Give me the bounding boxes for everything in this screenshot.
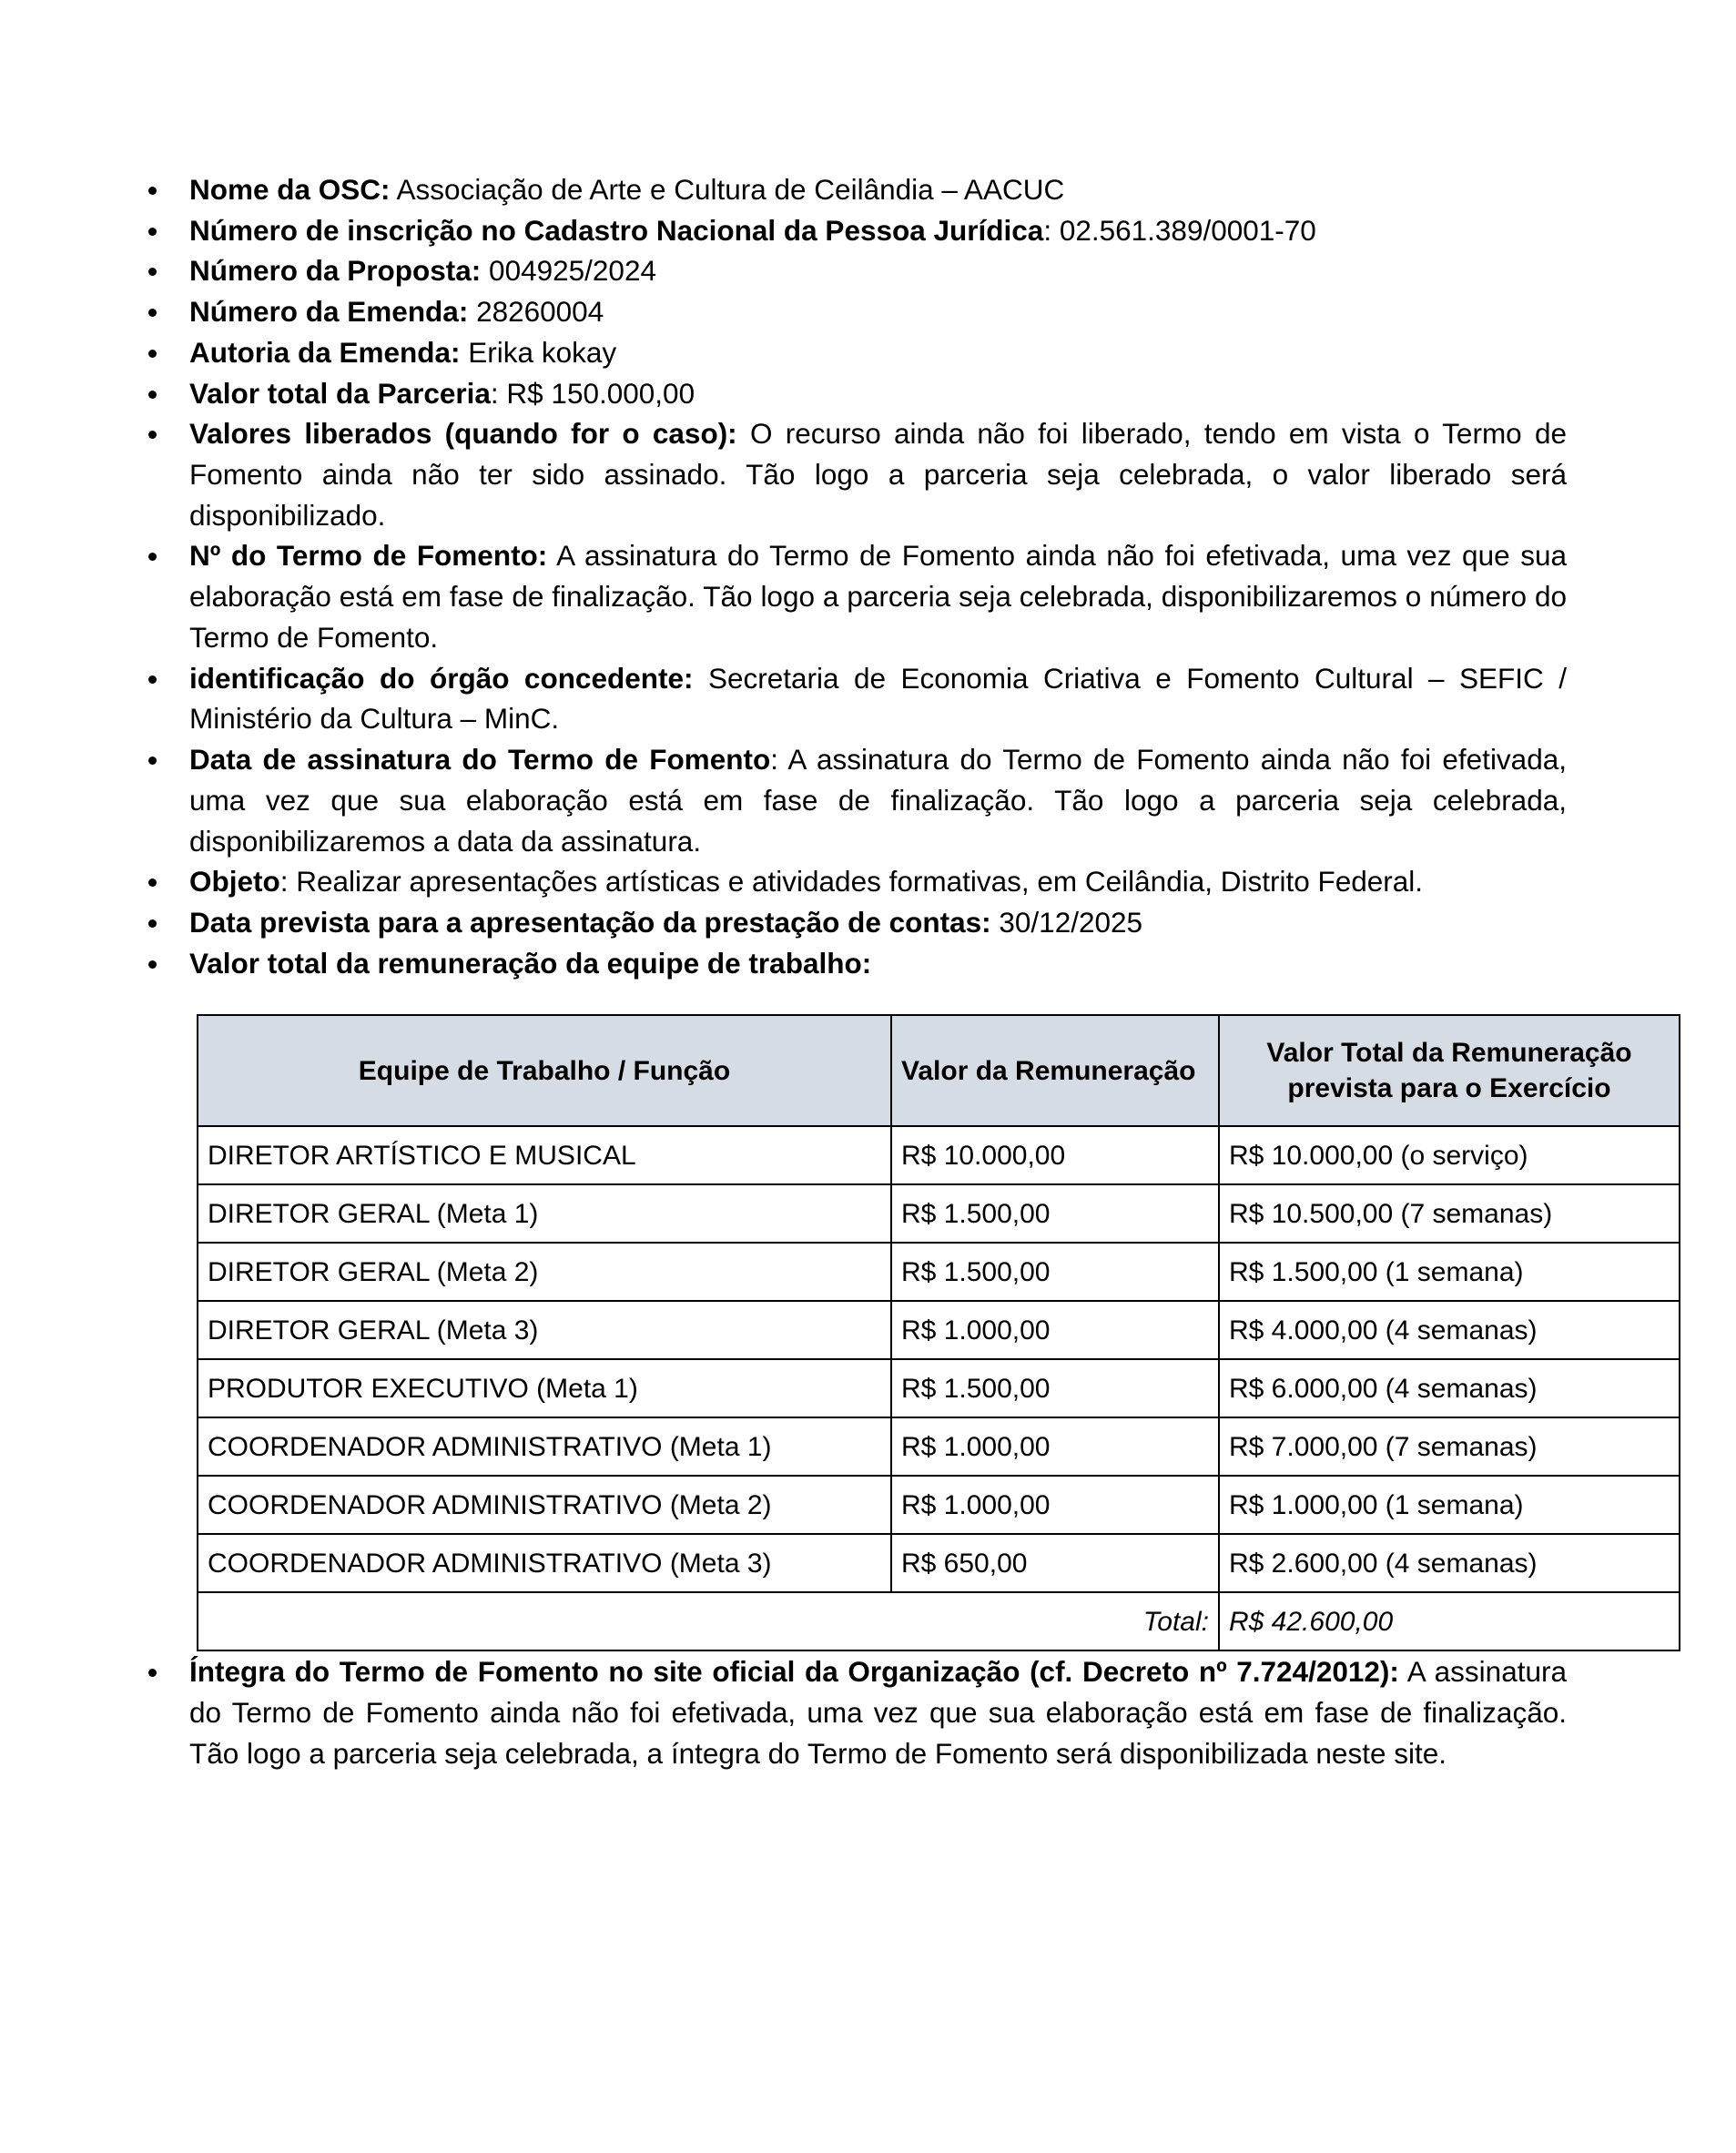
bullet-value: : 02.561.389/0001-70: [1043, 213, 1316, 247]
table-row: [198, 1476, 1680, 1534]
table-body: [198, 1126, 1680, 1650]
table-row: [198, 1359, 1680, 1417]
bullet-data-prevista-prestacao-de-contas: [137, 902, 1567, 943]
cell-valor: R$ 10.000,00: [891, 1126, 1219, 1184]
bullet-value: Associação de Arte e Cultura de Ceilândia – AACUC: [390, 173, 1065, 206]
cell-valor: R$ 1.000,00: [891, 1301, 1219, 1359]
bullet-value: 004925/2024: [481, 254, 656, 288]
cell-total: R$ 2.600,00 (4 semanas): [1219, 1534, 1680, 1592]
cell-total: R$ 7.000,00 (7 semanas): [1219, 1417, 1680, 1476]
total-value: R$ 42.600,00: [1219, 1592, 1680, 1650]
bullet-label: Data prevista para a apresentação da prestação de contas:: [189, 905, 991, 939]
bullet-value: O recurso ainda não foi liberado, tendo em vista o Termo de Fomento ainda não ter sido assinado. Tão logo a parceria seja celebrada, o valor liberado será disponibilizado.: [189, 417, 1568, 532]
bullet-value: Erika kokay: [460, 335, 617, 369]
cell-total: R$ 1.500,00 (1 semana): [1219, 1243, 1680, 1301]
cell-funcao: COORDENADOR ADMINISTRATIVO (Meta 2): [198, 1476, 891, 1534]
bullet-list-after-table: [137, 1651, 1567, 1773]
bullet-numero-termo-de-fomento: [137, 535, 1567, 657]
table-row: [198, 1534, 1680, 1592]
bullet-label: Número de inscrição no Cadastro Nacional da Pessoa Jurídica: [189, 213, 1044, 247]
bullet-value: 28260004: [468, 295, 604, 329]
cell-funcao: DIRETOR GERAL (Meta 3): [198, 1301, 891, 1359]
bullet-value: : R$ 150.000,00: [490, 376, 695, 410]
bullet-numero-da-proposta: [137, 250, 1567, 291]
bullet-label: Nº do Termo de Fomento:: [189, 539, 548, 573]
table-header-total: Valor Total da Remuneração prevista para o Exercício: [1219, 1015, 1680, 1126]
table-row: [198, 1126, 1680, 1184]
cell-funcao: PRODUTOR EXECUTIVO (Meta 1): [198, 1359, 891, 1417]
table-header-valor: Valor da Remuneração: [891, 1015, 1219, 1126]
bullet-objeto: [137, 861, 1567, 902]
bullet-list-main: [137, 169, 1567, 983]
cell-valor: R$ 1.500,00: [891, 1359, 1219, 1417]
table-header-funcao: Equipe de Trabalho / Função: [198, 1015, 891, 1126]
bullet-nome-da-osc: [137, 169, 1567, 210]
table-row: [198, 1184, 1680, 1243]
bullet-data-de-assinatura: [137, 739, 1567, 861]
bullet-value: : Realizar apresentações artísticas e atividades formativas, em Ceilândia, Distrito Federal.: [279, 865, 1424, 899]
cell-total: R$ 4.000,00 (4 semanas): [1219, 1301, 1680, 1359]
cell-valor: R$ 1.000,00: [891, 1417, 1219, 1476]
cell-funcao: DIRETOR GERAL (Meta 1): [198, 1184, 891, 1243]
bullet-value: 30/12/2025: [990, 905, 1143, 939]
remuneracao-table: [197, 1014, 1680, 1651]
bullet-integra-termo-de-fomento: [137, 1651, 1567, 1773]
bullet-label: Número da Emenda:: [189, 295, 469, 329]
table-row: [198, 1417, 1680, 1476]
bullet-label: Íntegra do Termo de Fomento no site oficial da Organização (cf. Decreto nº 7.724/2012):: [189, 1655, 1399, 1689]
bullet-value: A assinatura do Termo de Fomento ainda não foi efetivada, uma vez que sua elaboração está em fase de finalização. Tão logo a parceria seja celebrada, a íntegra do Termo de Fomento será disponibilizada neste site.: [189, 1655, 1567, 1770]
bullet-label: identificação do órgão concedente:: [189, 661, 694, 695]
bullet-label: Número da Proposta:: [189, 254, 482, 288]
bullet-cnpj: [137, 210, 1567, 251]
bullet-value: : A assinatura do Termo de Fomento ainda não foi efetivada, uma vez que sua elaboração está em fase de finalização. Tão logo a parceria seja celebrada, disponibilizaremos a data da assinatura.: [189, 743, 1567, 858]
bullet-identificacao-orgao-concedente: [137, 658, 1567, 739]
bullet-valor-total-remuneracao-equipe: [137, 943, 1567, 984]
cell-valor: R$ 1.500,00: [891, 1184, 1219, 1243]
bullet-label: Objeto: [189, 865, 280, 899]
cell-total: R$ 6.000,00 (4 semanas): [1219, 1359, 1680, 1417]
remuneracao-table-wrapper: [197, 1014, 1632, 1651]
cell-funcao: DIRETOR GERAL (Meta 2): [198, 1243, 891, 1301]
cell-funcao: DIRETOR ARTÍSTICO E MUSICAL: [198, 1126, 891, 1184]
bullet-label: Valor total da Parceria: [189, 376, 491, 410]
table-row: [198, 1243, 1680, 1301]
bullet-label: Nome da OSC:: [189, 173, 391, 206]
cell-total: R$ 10.500,00 (7 semanas): [1219, 1184, 1680, 1243]
bullet-label: Valor total da remuneração da equipe de trabalho:: [189, 946, 872, 980]
bullet-valor-total-da-parceria: [137, 373, 1567, 414]
cell-valor: R$ 1.500,00: [891, 1243, 1219, 1301]
bullet-numero-da-emenda: [137, 291, 1567, 332]
cell-funcao: COORDENADOR ADMINISTRATIVO (Meta 1): [198, 1417, 891, 1476]
table-head: [198, 1015, 1680, 1126]
cell-total: R$ 1.000,00 (1 semana): [1219, 1476, 1680, 1534]
bullet-value: A assinatura do Termo de Fomento ainda não foi efetivada, uma vez que sua elaboração está em fase de finalização. Tão logo a parceria seja celebrada, disponibilizaremos o número do Termo de Fomento.: [189, 539, 1567, 654]
cell-valor: R$ 1.000,00: [891, 1476, 1219, 1534]
cell-funcao: COORDENADOR ADMINISTRATIVO (Meta 3): [198, 1534, 891, 1592]
table-header-row: [198, 1015, 1680, 1126]
total-label: Total:: [198, 1592, 1219, 1650]
bullet-autoria-da-emenda: [137, 332, 1567, 373]
bullet-label: Valores liberados (quando for o caso):: [189, 417, 737, 451]
table-total-row: [198, 1592, 1680, 1650]
table-row: [198, 1301, 1680, 1359]
bullet-value: Secretaria de Economia Criativa e Fomento Cultural – SEFIC / Ministério da Cultura – MinC.: [189, 661, 1567, 736]
cell-total: R$ 10.000,00 (o serviço): [1219, 1126, 1680, 1184]
cell-valor: R$ 650,00: [891, 1534, 1219, 1592]
bullet-label: Data de assinatura do Termo de Fomento: [189, 743, 771, 777]
bullet-valores-liberados: [137, 413, 1567, 535]
bullet-label: Autoria da Emenda:: [189, 335, 461, 369]
